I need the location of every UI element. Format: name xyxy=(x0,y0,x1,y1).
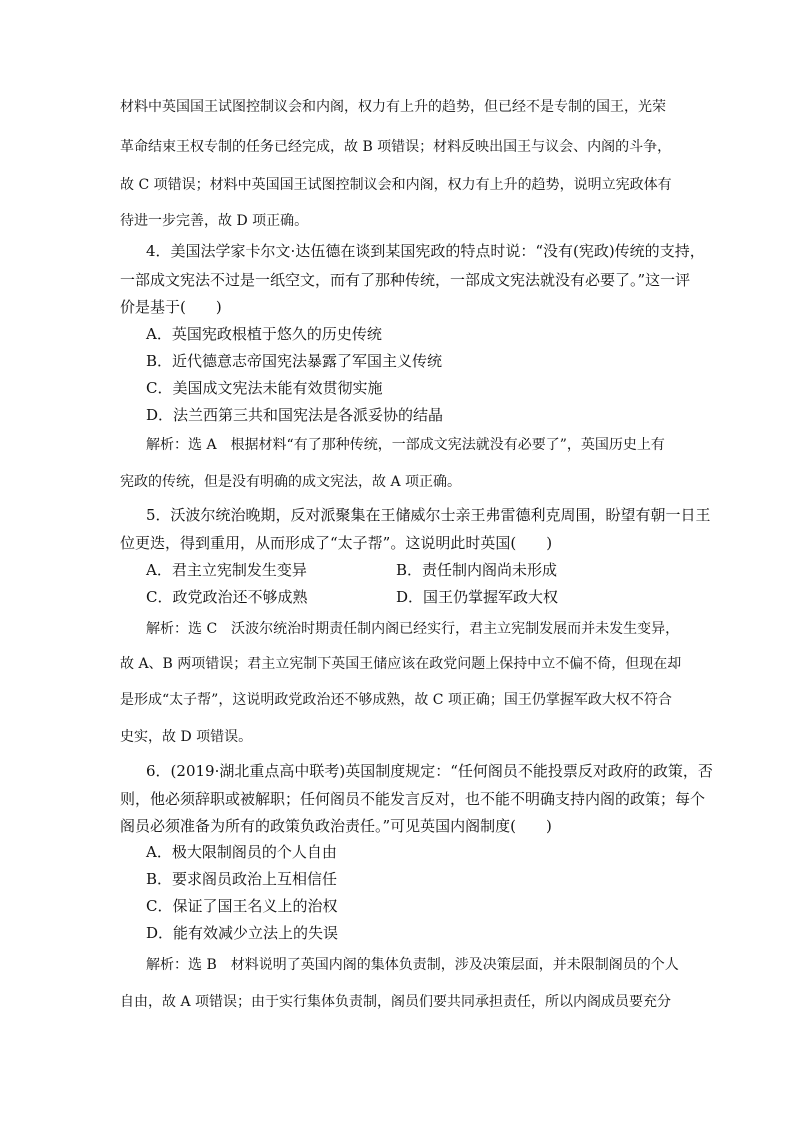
option-c: C．美国成文宪法未能有效贯彻实施 xyxy=(146,379,383,397)
question-6-line: 阁员必须准备为所有的政策负政治责任。”可见英国内阁制度( ) xyxy=(120,817,552,835)
question-6-line: 6．(2019·湖北重点高中联考)英国制度规定：“任何阁员不能投票反对政府的政策，否 xyxy=(146,762,713,780)
answer-analysis-line: 解析：选 A 根据材料“有了那种传统，一部成文宪法就没有必要了”，英国历史上有 xyxy=(146,437,665,453)
answer-analysis-line: 是形成“太子帮”，这说明政党政治还不够成熟，故 C 项正确；国王仍掌握军政大权不符合 xyxy=(120,692,672,708)
text-line: 革命结束王权专制的任务已经完成，故 B 项错误；材料反映出国王与议会、内阁的斗争， xyxy=(120,139,672,155)
answer-analysis-line: 解析：选 C 沃波尔统治时期责任制内阁已经实行，君主立宪制发展而并未发生变异， xyxy=(146,621,680,637)
question-4-line: 价是基于( ) xyxy=(120,298,222,316)
option-d: D．能有效减少立法上的失误 xyxy=(146,924,339,942)
question-5-line: 5．沃波尔统治晚期，反对派聚集在王储威尔士亲王弗雷德利克周围，盼望有朝一日王 xyxy=(146,506,711,524)
option-a: A．极大限制阁员的个人自由 xyxy=(146,843,337,861)
option-d: D．法兰西第三共和国宪法是各派妥协的结晶 xyxy=(146,406,444,424)
answer-analysis-line: 自由，故 A 项错误；由于实行集体负责制，阁员们要共同承担责任，所以内阁成员要充分 xyxy=(120,994,672,1010)
question-4-line: 4．美国法学家卡尔文·达伍德在谈到某国宪政的特点时说：“没有(宪政)传统的支持， xyxy=(146,242,705,260)
question-5-line: 位更迭，得到重用，从而形成了“太子帮”。这说明此时英国( ) xyxy=(120,534,553,552)
option-b: B．责任制内阁尚未形成 xyxy=(396,561,558,579)
answer-analysis-line: 宪政的传统，但是没有明确的成文宪法，故 A 项正确。 xyxy=(120,474,462,490)
answer-analysis-line: 解析：选 B 材料说明了英国内阁的集体负责制，涉及决策层面，并未限制阁员的个人 xyxy=(146,957,679,973)
option-c: C．政党政治还不够成熟 xyxy=(146,588,308,606)
question-6-line: 则，他必须辞职或被解职；任何阁员不能发言反对，也不能不明确支持内阁的政策；每个 xyxy=(120,790,706,808)
answer-analysis-line: 故 A、B 两项错误；君主立宪制下英国王储应该在政党问题上保持中立不偏不倚，但现在却 xyxy=(120,656,682,672)
option-a: A．英国宪政根植于悠久的历史传统 xyxy=(146,325,382,343)
answer-analysis-line: 史实，故 D 项错误。 xyxy=(120,729,253,745)
option-b: B．近代德意志帝国宪法暴露了军国主义传统 xyxy=(146,352,443,370)
question-4-line: 一部成文宪法不过是一纸空文，而有了那种传统，一部成文宪法就没有必要了。”这一评 xyxy=(120,271,691,289)
option-b: B．要求阁员政治上互相信任 xyxy=(146,870,338,888)
text-line: 材料中英国国王试图控制议会和内阁，权力有上升的趋势，但已经不是专制的国王，光荣 xyxy=(120,99,666,115)
option-a: A．君主立宪制发生变异 xyxy=(146,561,307,579)
option-c: C．保证了国王名义上的治权 xyxy=(146,897,338,915)
option-d: D．国王仍掌握军政大权 xyxy=(396,588,559,606)
text-line: 故 C 项错误；材料中英国国王试图控制议会和内阁，权力有上升的趋势，说明立宪政体有 xyxy=(120,177,672,193)
text-line: 待进一步完善，故 D 项正确。 xyxy=(120,213,309,229)
